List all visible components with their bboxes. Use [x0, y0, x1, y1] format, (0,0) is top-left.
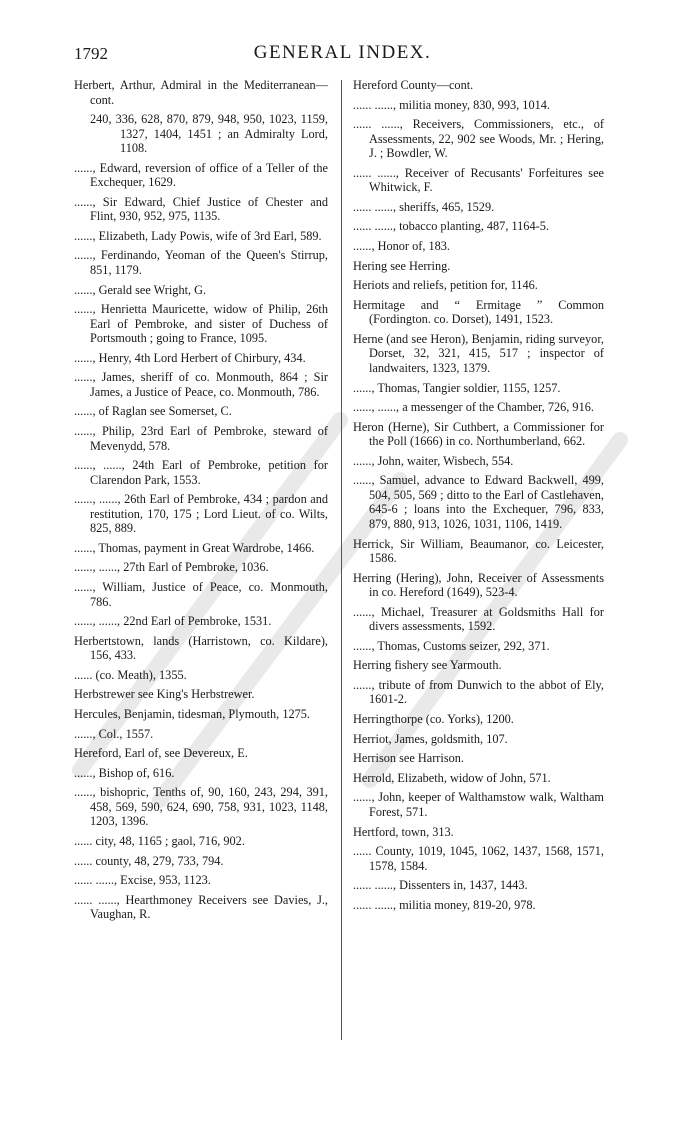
index-column-right — [353, 78, 604, 917]
column-divider — [341, 80, 342, 1040]
index-entry: Herbertstown, lands (Harristown, co. Kildare), 156, 433. — [74, 633, 328, 663]
index-entry: ......, Philip, 23rd Earl of Pembroke, steward of Mevenydd, 578. — [74, 424, 328, 453]
index-entry: ......, Henrietta Mauricette, widow of Philip, 26th Earl of Pembroke, and sister of Duchess of Portsmouth ; going to France, 1095. — [74, 302, 328, 346]
index-entry: ......, Ferdinando, Yeoman of the Queen's Stirrup, 851, 1179. — [74, 248, 328, 277]
index-entry: ......, ......, 22nd Earl of Pembroke, 1531. — [74, 614, 272, 629]
index-entry: Herringthorpe (co. Yorks), 1200. — [353, 712, 514, 727]
index-column-left — [74, 78, 328, 927]
index-entry: ......, Gerald see Wright, G. — [74, 282, 207, 297]
index-entry: ......, James, sheriff of co. Monmouth, 864 ; Sir James, a Justice of Peace, co. Monmouth, 786. — [74, 370, 328, 399]
index-entry: Herne (and see Heron), Benjamin, riding surveyor, Dorset, 32, 321, 415, 517 ; inspector of landwaiters, 1323, 1379. — [353, 331, 604, 375]
index-entry: ...... ......, militia money, 819-20, 978. — [353, 897, 536, 912]
index-entry: Herring fishery see Yarmouth. — [353, 658, 502, 673]
page-header — [74, 38, 611, 68]
index-entry: Heriots and reliefs, petition for, 1146. — [353, 278, 538, 293]
index-entry: ...... ......, Excise, 953, 1123. — [74, 873, 211, 888]
index-entry: ......, ......, 27th Earl of Pembroke, 1036. — [74, 560, 269, 575]
index-entry: ...... city, 48, 1165 ; gaol, 716, 902. — [74, 833, 245, 848]
index-entry: Herring (Hering), John, Receiver of Assessments in co. Hereford (1649), 523-4. — [353, 570, 604, 600]
index-entry: Herbert, Arthur, Admiral in the Mediterranean—cont. — [74, 78, 328, 107]
index-entry: ......, of Raglan see Somerset, C. — [74, 404, 232, 419]
index-entry: ......, ......, 24th Earl of Pembroke, petition for Clarendon Park, 1553. — [74, 458, 328, 487]
index-entry: ...... county, 48, 279, 733, 794. — [74, 853, 224, 868]
index-entry: ...... County, 1019, 1045, 1062, 1437, 1568, 1571, 1578, 1584. — [353, 844, 604, 873]
index-entry: Herriot, James, goldsmith, 107. — [353, 731, 508, 746]
index-entry: ......, John, keeper of Walthamstow walk, Waltham Forest, 571. — [353, 790, 604, 819]
index-entry: Hertford, town, 313. — [353, 824, 454, 839]
index-entry: Hering see Herring. — [353, 258, 451, 273]
index-entry: Herrold, Elizabeth, widow of John, 571. — [353, 770, 551, 785]
index-entry: Herrison see Harrison. — [353, 751, 464, 766]
index-entry: ...... ......, Receiver of Recusants' Forfeitures see Whitwick, F. — [353, 165, 604, 195]
index-entry: ...... ......, Hearthmoney Receivers see Davies, J., Vaughan, R. — [74, 892, 328, 922]
index-entry: ...... ......, sheriffs, 465, 1529. — [353, 199, 495, 214]
index-entry: ......, Edward, reversion of office of a Teller of the Exchequer, 1629. — [74, 160, 328, 190]
index-entry: ......, Michael, Treasurer at Goldsmiths Hall for divers assessments, 1592. — [353, 604, 604, 634]
index-entry: ...... (co. Meath), 1355. — [74, 667, 187, 682]
index-entry: ......, William, Justice of Peace, co. Monmouth, 786. — [74, 580, 328, 609]
index-entry: ...... ......, tobacco planting, 487, 1164-5. — [353, 219, 549, 234]
index-entry: ......, Thomas, payment in Great Wardrobe, 1466. — [74, 540, 315, 555]
index-entry: ......, Col., 1557. — [74, 726, 154, 741]
index-entry: ......, Thomas, Customs seizer, 292, 371. — [353, 638, 550, 653]
index-entry: 240, 336, 628, 870, 879, 948, 950, 1023, 1159, 1327, 1404, 1451 ; an Admiralty Lord, 1108. — [90, 112, 328, 156]
index-entry: ......, bishopric, Tenths of, 90, 160, 243, 294, 391, 458, 569, 590, 624, 690, 758, 931, 1023, 1148, 1203, 1396. — [74, 785, 328, 829]
index-entry: ......, Bishop of, 616. — [74, 765, 175, 780]
index-entry: Herrick, Sir William, Beaumanor, co. Leicester, 1586. — [353, 536, 604, 565]
index-entry: ...... ......, Dissenters in, 1437, 1443. — [353, 878, 528, 893]
index-entry: Hermitage and “ Ermitage ” Common (Fordington. co. Dorset), 1491, 1523. — [353, 297, 604, 327]
index-entry: ......, Henry, 4th Lord Herbert of Chirbury, 434. — [74, 350, 306, 365]
page-title: GENERAL INDEX. — [253, 42, 432, 63]
index-entry: ......, Elizabeth, Lady Powis, wife of 3rd Earl, 589. — [74, 228, 322, 243]
page-number: 1792 — [74, 44, 108, 63]
index-entry: Hereford, Earl of, see Devereux, E. — [74, 746, 248, 761]
index-entry: Hereford County—cont. — [353, 78, 474, 92]
index-entry: ...... ......, militia money, 830, 993, 1014. — [353, 97, 550, 112]
index-entry: ......, Thomas, Tangier soldier, 1155, 1257. — [353, 380, 561, 395]
index-entry: ......, Samuel, advance to Edward Backwell, 499, 504, 505, 569 ; ditto to the Earl of Castlehaven, 645-6 ; loans into the Exchequer, 796, 833, 879, 880, 913, 1026, 1031, 1106, 1419. — [353, 473, 604, 531]
index-entry: ......, tribute of from Dunwich to the abbot of Ely, 1601-2. — [353, 677, 604, 707]
index-entry: ......, ......, 26th Earl of Pembroke, 434 ; pardon and restitution, 170, 175 ; Lord Lieut. of co. Wilts, 825, 889. — [74, 492, 328, 536]
index-entry: ......, ......, a messenger of the Chamber, 726, 916. — [353, 400, 594, 415]
index-entry: ......, Sir Edward, Chief Justice of Chester and Flint, 930, 952, 975, 1135. — [74, 194, 328, 224]
index-entry: Heron (Herne), Sir Cuthbert, a Commissioner for the Poll (1666) in co. Northumberland, 662. — [353, 419, 604, 449]
index-entry: ......, Honor of, 183. — [353, 239, 451, 254]
index-entry: Hercules, Benjamin, tidesman, Plymouth, 1275. — [74, 706, 311, 721]
index-entry: ......, John, waiter, Wisbech, 554. — [353, 453, 514, 468]
index-entry: Herbstrewer see King's Herbstrewer. — [74, 687, 255, 702]
index-entry: ...... ......, Receivers, Commissioners, etc., of Assessments, 22, 902 see Woods, Mr. ; Hering, J. ; Bowdler, W. — [353, 117, 604, 161]
